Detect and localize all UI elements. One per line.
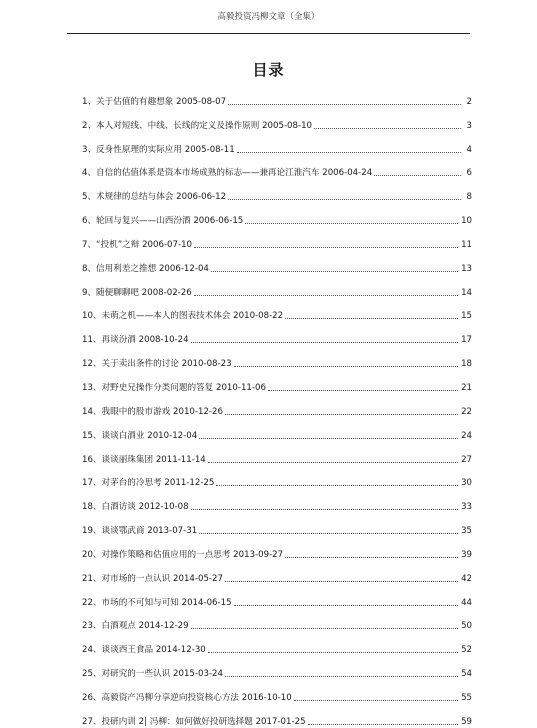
toc-entry-page-number: 21 — [461, 382, 472, 393]
dot-leader — [199, 533, 458, 534]
toc-entry-label: 21、对市场的一点认识 2014-05-27 — [82, 573, 223, 584]
toc-entry[interactable] — [82, 251, 472, 275]
toc-entry-label: 22、市场的不可知与可知 2014-06-15 — [82, 597, 232, 608]
toc-entry[interactable] — [82, 513, 472, 537]
dot-leader — [208, 462, 458, 463]
toc-entry[interactable] — [82, 537, 472, 561]
toc-entry-label: 1、关于估值的有趣想象 2005-08-07 — [82, 96, 227, 107]
toc-entry[interactable] — [82, 418, 472, 442]
toc-entry-page-number: 8 — [466, 192, 472, 203]
toc-entry[interactable] — [82, 442, 472, 466]
dot-leader — [228, 104, 461, 105]
toc-entry-label: 10、未萌之机——本人的图表技术体会 2010-08-22 — [82, 311, 284, 322]
dot-leader — [194, 247, 458, 248]
dot-leader — [234, 605, 459, 606]
toc-entry-page-number: 3 — [466, 120, 472, 131]
toc-entry-page-number: 10 — [461, 216, 472, 227]
header-divider — [67, 33, 470, 34]
toc-entry[interactable] — [82, 632, 472, 656]
toc-entry-label: 5、术规律的总结与体会 2006-06-12 — [82, 192, 227, 203]
toc-entry[interactable] — [82, 656, 472, 680]
toc-entry-page-number: 30 — [461, 478, 472, 489]
toc-entry-label: 18、白酒访谈 2012-10-08 — [82, 502, 189, 513]
toc-entry[interactable] — [82, 299, 472, 323]
toc-entry-label: 20、对操作策略和估值应用的一点思考 2013-09-27 — [82, 549, 284, 560]
toc-entry[interactable] — [82, 179, 472, 203]
toc-entry[interactable] — [82, 132, 472, 156]
toc-entry[interactable] — [82, 680, 472, 704]
toc-entry-page-number: 44 — [461, 597, 472, 608]
toc-entry-label: 14、我眼中的股市游戏 2010-12-26 — [82, 406, 223, 417]
dot-leader — [225, 581, 458, 582]
toc-entry-page-number: 14 — [461, 287, 472, 298]
toc-list — [82, 84, 472, 728]
toc-entry[interactable] — [82, 394, 472, 418]
toc-entry-page-number: 15 — [461, 311, 472, 322]
dot-leader — [199, 438, 458, 439]
toc-entry-label: 15、谈谈白酒业 2010-12-04 — [82, 430, 198, 441]
toc-entry[interactable] — [82, 322, 472, 346]
toc-entry-label: 8、信用利差之推想 2006-12-04 — [82, 263, 209, 274]
dot-leader — [225, 676, 458, 677]
toc-entry-page-number: 22 — [461, 406, 472, 417]
dot-leader — [314, 128, 461, 129]
toc-entry[interactable] — [82, 585, 472, 609]
toc-entry[interactable] — [82, 227, 472, 251]
toc-entry-page-number: 18 — [461, 359, 472, 370]
dot-leader — [308, 724, 459, 725]
toc-entry[interactable] — [82, 489, 472, 513]
toc-entry-page-number: 35 — [461, 526, 472, 537]
toc-entry-page-number: 2 — [466, 96, 472, 107]
dot-leader — [294, 700, 458, 701]
toc-entry-page-number: 54 — [461, 669, 472, 680]
toc-entry-page-number: 4 — [466, 144, 472, 155]
toc-entry[interactable] — [82, 156, 472, 180]
dot-leader — [225, 414, 458, 415]
dot-leader — [245, 223, 458, 224]
dot-leader — [191, 628, 458, 629]
toc-entry-page-number: 11 — [461, 239, 472, 250]
toc-entry-page-number: 50 — [461, 621, 472, 632]
toc-entry-page-number: 24 — [461, 430, 472, 441]
dot-leader — [234, 366, 459, 367]
toc-entry-page-number: 59 — [461, 716, 472, 727]
dot-leader — [216, 485, 458, 486]
toc-entry[interactable] — [82, 84, 472, 108]
dot-leader — [228, 199, 461, 200]
toc-entry-label: 2、本人对短线、中线、长线的定义及操作原则 2005-08-10 — [82, 120, 313, 131]
toc-entry-label: 16、谈谈丽珠集团 2011-11-14 — [82, 454, 206, 465]
toc-entry-label: 11、再谈汾酒 2008-10-24 — [82, 335, 189, 346]
toc-entry[interactable] — [82, 609, 472, 633]
toc-entry-page-number: 42 — [461, 573, 472, 584]
toc-entry-label: 6、轮回与复兴——山西汾酒 2006-06-15 — [82, 216, 244, 227]
toc-entry-label: 25、对研究的一些认识 2015-03-24 — [82, 669, 223, 680]
toc-entry-page-number: 13 — [461, 263, 472, 274]
toc-title: 目录 — [252, 61, 285, 79]
dot-leader — [268, 390, 458, 391]
toc-entry-label: 27、投研内训 2| 冯柳：如何做好投研选择题 2017-01-25 — [82, 716, 306, 727]
dot-leader — [285, 318, 458, 319]
dot-leader — [191, 509, 458, 510]
toc-entry-label: 26、高毅资产冯柳分享逆向投资核心方法 2016-10-10 — [82, 692, 292, 703]
toc-entry-label: 17、对茅台的冷思考 2011-12-25 — [82, 478, 215, 489]
toc-entry[interactable] — [82, 275, 472, 299]
toc-entry-label: 4、自信的估值体系是资本市场成熟的标志——兼再论江淮汽车 2006-04-24 — [82, 168, 373, 179]
toc-entry-label: 3、反身性原理的实际应用 2005-08-11 — [82, 144, 235, 155]
dot-leader — [194, 295, 458, 296]
toc-entry-page-number: 17 — [461, 335, 472, 346]
toc-entry[interactable] — [82, 466, 472, 490]
dot-leader — [191, 342, 458, 343]
toc-entry-label: 13、对野史兄操作分类问题的答复 2010-11-06 — [82, 382, 266, 393]
dot-leader — [211, 271, 458, 272]
toc-entry-page-number: 27 — [461, 454, 472, 465]
toc-entry-label: 7、“投机”之辩 2006-07-10 — [82, 239, 193, 250]
toc-entry-label: 19、谈谈鄂武商 2013-07-31 — [82, 526, 198, 537]
dot-leader — [237, 152, 461, 153]
dot-leader — [285, 557, 458, 558]
toc-entry-page-number: 6 — [466, 168, 472, 179]
dot-leader — [208, 652, 458, 653]
toc-entry[interactable] — [82, 370, 472, 394]
toc-entry-page-number: 52 — [461, 645, 472, 656]
toc-entry-label: 12、关于卖出条件的讨论 2010-08-23 — [82, 359, 232, 370]
toc-entry[interactable] — [82, 561, 472, 585]
toc-entry-page-number: 55 — [461, 692, 472, 703]
dot-leader — [374, 175, 461, 176]
toc-entry-label: 23、白酒观点 2014-12-29 — [82, 621, 189, 632]
running-header: 高毅投资冯柳文章（全集） — [217, 12, 320, 22]
toc-entry-page-number: 33 — [461, 502, 472, 513]
toc-entry-label: 24、谈谈西王食品 2014-12-30 — [82, 645, 206, 656]
toc-entry[interactable] — [82, 704, 472, 728]
toc-entry[interactable] — [82, 203, 472, 227]
toc-entry[interactable] — [82, 346, 472, 370]
toc-entry-label: 9、随便聊聊吧 2008-02-26 — [82, 287, 192, 298]
toc-entry[interactable] — [82, 108, 472, 132]
toc-entry-page-number: 39 — [461, 549, 472, 560]
